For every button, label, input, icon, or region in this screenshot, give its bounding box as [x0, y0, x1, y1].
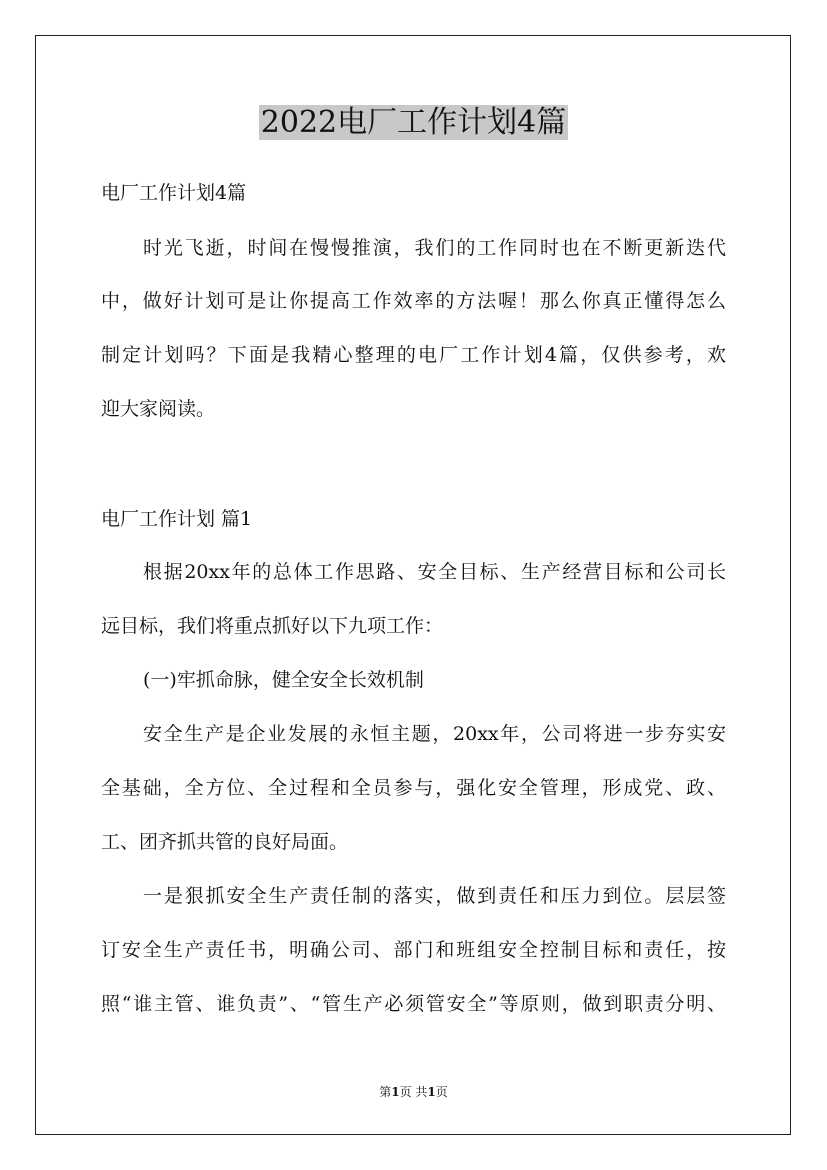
intro-line: 时光飞逝，时间在慢慢推演，我们的工作同时也在不断更新迭代 — [143, 237, 726, 259]
document-title-text: 2022电厂工作计划4篇 — [260, 105, 567, 140]
section-heading: 电厂工作计划 篇1 — [101, 508, 253, 530]
paragraph-line: 全基础，全方位、全过程和全员参与，强化安全管理，形成党、政、 — [101, 777, 726, 799]
intro-line: 制定计划吗？下面是我精心整理的电厂工作计划4篇，仅供参考，欢 — [101, 344, 726, 366]
page-number: 1 — [391, 1085, 400, 1099]
paragraph-line: 照“谁主管、谁负责”、“管生产必须管安全”等原则，做到职责分明、 — [101, 993, 726, 1015]
page-footer — [0, 1084, 827, 1100]
intro-line: 迎大家阅读。 — [101, 398, 216, 420]
page-total: 1 — [427, 1085, 436, 1099]
footer-label: 页 共 — [399, 1085, 428, 1099]
intro-line: 中，做好计划可是让你提高工作效率的方法喔！那么你真正懂得怎么 — [101, 290, 726, 312]
paragraph-line: 根据20xx年的总体工作思路、安全目标、生产经营目标和公司长 — [143, 561, 726, 583]
paragraph-line: 订安全生产责任书，明确公司、部门和班组安全控制目标和责任，按 — [101, 939, 726, 961]
footer-label: 第 — [379, 1085, 392, 1099]
document-title — [0, 98, 827, 148]
paragraph-line: 远目标，我们将重点抓好以下九项工作： — [101, 615, 444, 637]
paragraph-line: 一是狠抓安全生产责任制的落实，做到责任和压力到位。层层签 — [143, 885, 726, 907]
paragraph-line: 工、团齐抓共管的良好局面。 — [101, 831, 349, 853]
footer-label: 页 — [435, 1085, 448, 1099]
subtitle: 电厂工作计划4篇 — [101, 182, 247, 204]
item-heading: (一)牢抓命脉，健全安全长效机制 — [143, 669, 424, 691]
paragraph-line: 安全生产是企业发展的永恒主题，20xx年，公司将进一步夯实安 — [143, 723, 726, 745]
